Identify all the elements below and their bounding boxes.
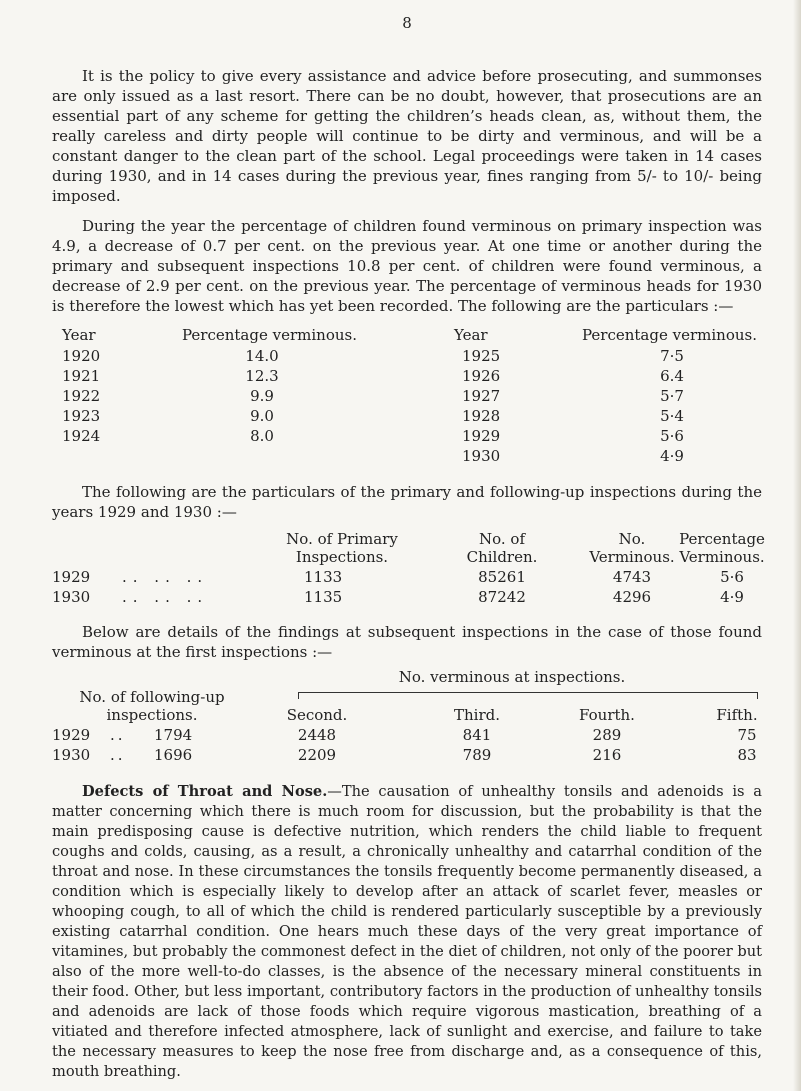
paragraph-primary-followup: The following are the particulars of the primary and following-up inspections during the years 1929 and 1930 :— [52, 483, 762, 521]
pct-cell: 6.4 [660, 367, 684, 385]
cell-percentage: 4·9 [720, 588, 744, 606]
header-verminous: No. [618, 530, 646, 548]
year-cell: 1927 [462, 387, 501, 405]
pct-cell: 5·7 [660, 387, 684, 405]
cell-fourth: 216 [592, 746, 622, 764]
cell-fifth: 75 [737, 726, 757, 744]
paragraph-throat-nose [52, 782, 762, 1082]
pct-cell: 5·4 [660, 407, 684, 425]
document-page [52, 14, 765, 1082]
row-year: 1929 [52, 726, 91, 744]
header-children-2: Children. [466, 548, 538, 566]
cell-third: 789 [462, 746, 492, 764]
header-pct-left: Percentage verminous. [182, 326, 357, 344]
table-yearly-percentage [52, 326, 762, 465]
header-followup: No. of following-up [79, 688, 225, 706]
cell-followup: 1794 [154, 726, 193, 744]
cell-fifth: 83 [737, 746, 757, 764]
leader-dots: .. [110, 746, 126, 764]
cell-second: 2448 [297, 726, 337, 744]
header-followup-2: inspections. [106, 706, 198, 724]
header-pct-right: Percentage verminous. [582, 326, 757, 344]
cell-children: 85261 [478, 568, 526, 586]
pct-cell: 4·9 [660, 447, 684, 465]
row-year: 1929 [52, 568, 91, 586]
pct-cell: 9.9 [250, 387, 274, 405]
header-primary-inspections: No. of Primary [286, 530, 398, 548]
cell-verminous: 4296 [612, 588, 652, 606]
leader-dots: .. .. .. [122, 588, 209, 606]
leader-dots: .. [110, 726, 126, 744]
group-brace [298, 692, 758, 699]
cell-inspections: 1135 [304, 588, 343, 606]
cell-fourth: 289 [592, 726, 622, 744]
table-primary-inspections [52, 530, 765, 612]
year-cell: 1928 [462, 407, 501, 425]
col-fourth: Fourth. [579, 706, 635, 724]
leader-dots: .. .. .. [122, 568, 209, 586]
row-year: 1930 [52, 746, 91, 764]
pct-cell: 5·6 [660, 427, 684, 445]
section-heading-throat-nose: Defects of Throat and Nose. [82, 783, 328, 800]
header-children: No. of [478, 530, 525, 548]
year-cell: 1924 [62, 427, 101, 445]
paragraph-throat-nose-body: —The causation of unhealthy tonsils and adenoids is a matter concerning which there is much room for discussion, but the probability is that the main predisposing cause is defective nutrition, which renders the child liable to frequent coughs and colds, causing, as a result, a chronically unhealthy and catarrhal condition of the throat and nose. In these circumstances the tonsils frequently become permanently diseased, a condition which is especially likely to develop after an attack of scarlet fever, measles or whooping cough, to all of which the child is rendered particularly susceptible by a previously existing catarrhal condition. One hears much these days of the very great importance of vitamines, but probably the commonest defect in the diet of children, not only of the poorer but also of the more well-to-do classes, is the absence of the necessary mineral constituents in their food. Other, but less important, contributory factors in the production of unhealthy tonsils and adenoids are lack of those foods which require vigorous mastication, breathing of a vitiated and therefore infected atmosphere, lack of sunlight and exercise, and failure to take the necessary measures to keep the nose free from discharge and, as a consequence of this, mouth breathing. [52, 783, 763, 1080]
header-percentage-2: Verminous. [679, 548, 765, 566]
header-primary-inspections-2: Inspections. [295, 548, 389, 566]
paragraph-verminous-percentage: During the year the percentage of children found verminous on primary inspection was 4.9, a decrease of 0.7 per cent. on the previous year. At one time or another during the primary and subsequent inspections 10.8 per cent. of children were found verminous, a decrease of 2.9 per cent. on the previous year. The percentage of verminous heads for 1930 is therefore the lowest which has yet been recorded. The following are the particulars :— [52, 217, 762, 315]
cell-children: 87242 [478, 588, 526, 606]
col-second: Second. [286, 706, 348, 724]
year-cell: 1920 [62, 347, 101, 365]
year-cell: 1925 [462, 347, 501, 365]
cell-percentage: 5·6 [720, 568, 744, 586]
pct-cell: 12.3 [245, 367, 279, 385]
header-year-right: Year [454, 326, 488, 344]
col-fifth: Fifth. [716, 706, 758, 724]
year-cell: 1923 [62, 407, 101, 425]
year-cell: 1930 [462, 447, 501, 465]
cell-second: 2209 [297, 746, 337, 764]
header-verminous-2: Verminous. [589, 548, 675, 566]
cell-verminous: 4743 [612, 568, 652, 586]
paragraph-prosecutions: It is the policy to give every assistance and advice before prosecuting, and summonses are only issued as a last resort. There can be no doubt, however, that prosecutions are an essential part of any scheme for getting the children’s heads clean, as, without them, the really careless and dirty people will continue to be dirty and verminous, and will be a constant danger to the clean part of the school. Legal proceedings were taken in 14 cases during 1930, and in 14 cases during the previous year, fines ranging from 5/- to 10/- being imposed. [52, 67, 762, 205]
pct-cell: 14.0 [245, 347, 279, 365]
table-subsequent-inspections [52, 668, 762, 772]
cell-followup: 1696 [154, 746, 193, 764]
group-header: No. verminous at inspections. [398, 668, 626, 686]
year-cell: 1922 [62, 387, 101, 405]
paragraph-subsequent: Below are details of the findings at subsequent inspections in the case of those found verminous at the first inspections :— [52, 623, 762, 661]
cell-third: 841 [462, 726, 492, 744]
header-year-left: Year [62, 326, 96, 344]
pct-cell: 8.0 [250, 427, 274, 445]
header-percentage: Percentage [679, 530, 765, 548]
scan-edge-shadow [793, 0, 801, 1091]
year-cell: 1929 [462, 427, 501, 445]
pct-cell: 9.0 [250, 407, 274, 425]
col-third: Third. [453, 706, 500, 724]
year-cell: 1926 [462, 367, 501, 385]
page-number: 8 [402, 14, 412, 32]
row-year: 1930 [52, 588, 91, 606]
year-cell: 1921 [62, 367, 101, 385]
cell-inspections: 1133 [304, 568, 343, 586]
pct-cell: 7·5 [660, 347, 684, 365]
